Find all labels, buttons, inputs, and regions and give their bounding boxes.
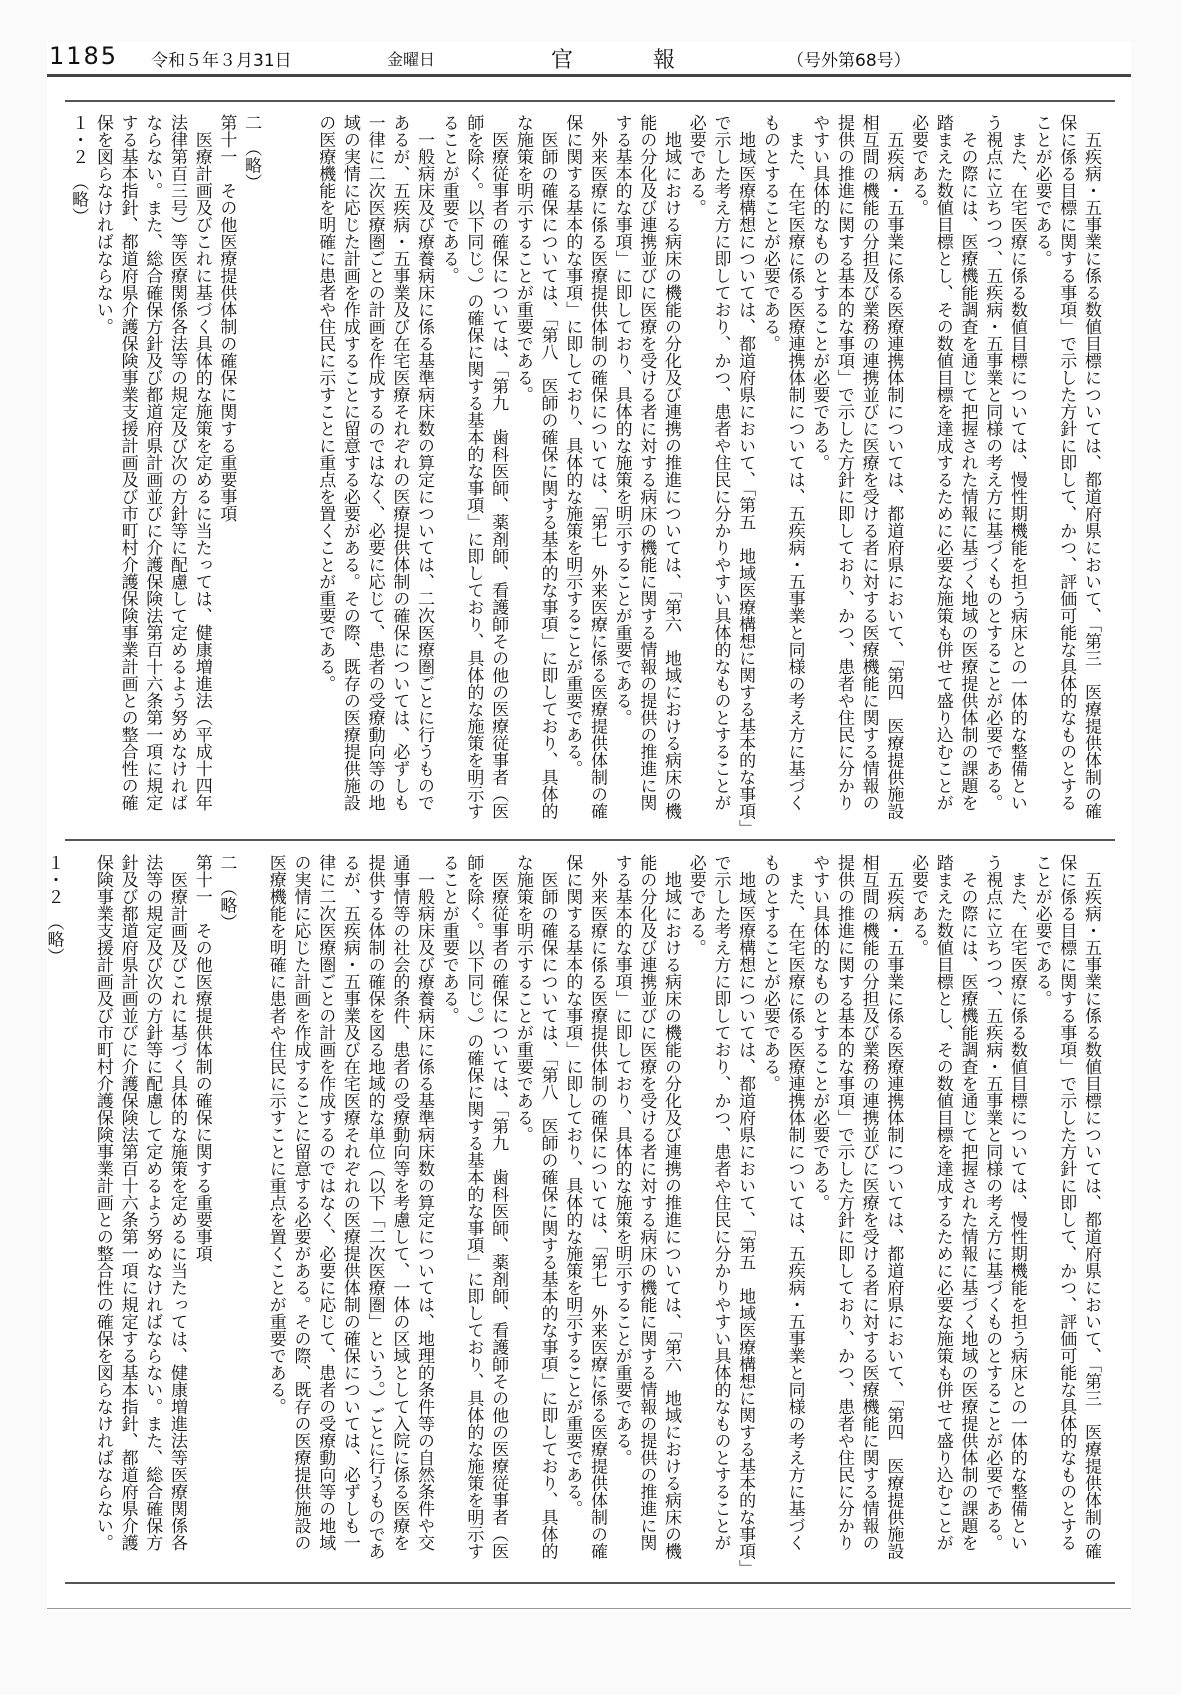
text-column: 地域医療構想については、都道府県において、「第五 地域医療構想に関する基本的な事項」	[735, 854, 756, 1577]
lower-columns	[41, 854, 1103, 1577]
text-column: るが、五疾病・五事業及び在宅医療それぞれの医療提供体制の確保については、必ずしも一	[339, 854, 360, 1551]
text-column: 師を除く。以下同じ。）の確保に関する基本的な事項」に即しており、具体的な施策を明示す	[463, 114, 484, 820]
header-rule	[47, 74, 1131, 77]
text-column: 保に係る目標に関する事項」で示した方針に即して、かつ、評価可能な具体的なものとする	[1056, 854, 1077, 1551]
text-column: 提供の推進に関する基本的な事項」で示した方針に即しており、かつ、患者や住民に分かり	[833, 854, 854, 1551]
text-column: また、在宅医療に係る数値目標については、慢性期機能を担う病床との一体的な整備とい	[1006, 854, 1027, 1551]
text-column: 五疾病・五事業に係る数値目標については、都道府県において、「第三 医療提供体制の確	[1081, 114, 1101, 820]
text-column: ものとすることが必要である。	[759, 854, 780, 1092]
text-column: する基本的な事項」に即しており、具体的な施策を明示することが重要である。	[611, 114, 632, 726]
text-column: 法律第百三号）等医療関係各法等の規定及び次の方針等に配慮して定めるよう努めなければ	[166, 114, 187, 811]
text-column: ることが重要である。	[438, 114, 459, 284]
text-column: また、在宅医療に係る数値目標については、慢性期機能を担う病床との一体的な整備とい	[1006, 114, 1027, 811]
page-header	[47, 42, 1131, 74]
text-column: 能の分化及び連携並びに医療を受ける者に対する病床の機能に関する情報の提供の推進に関	[636, 114, 657, 811]
text-column: 医師の確保については、「第八 医師の確保に関する基本的な事項」に即しており、具体的	[537, 854, 558, 1560]
text-column: 踏まえた数値目標とし、その数値目標を達成するために必要な施策も併せて盛り込むことが	[932, 854, 953, 1551]
page-edge	[47, 1608, 1131, 1609]
text-column: 必要である。	[908, 854, 929, 956]
text-column: 外来医療に係る医療提供体制の確保については、「第七 外来医療に係る医療提供体制の確	[586, 854, 607, 1560]
text-column: 医療従事者の確保については、「第九 歯科医師、薬剤師、看護師その他の医療従事者（医	[488, 114, 509, 820]
text-column: 地域における病床の機能の分化及び連携の推進については、「第六 地域における病床の機	[661, 854, 682, 1560]
text-column: ことが必要である。	[1031, 114, 1052, 267]
text-column: 踏まえた数値目標とし、その数値目標を達成するために必要な施策も併せて盛り込むことが	[932, 114, 953, 811]
text-column: また、在宅医療に係る医療連携体制については、五疾病・五事業と同様の考え方に基づく	[784, 854, 805, 1551]
text-column: 医師の確保については、「第八 医師の確保に関する基本的な事項」に即しており、具体的	[537, 114, 558, 820]
text-column: 五疾病・五事業に係る医療連携体制については、都道府県において、「第四 医療提供施設	[883, 114, 904, 820]
text-column: 医療計画及びこれに基づく具体的な施策を定めるに当たっては、健康増進法（平成十四年	[191, 114, 212, 811]
text-column: する基本的な事項」に即しており、具体的な施策を明示することが重要である。	[611, 854, 632, 1466]
text-column: ことが必要である。	[1031, 854, 1052, 1007]
text-column: 律に二次医療圏ごとの計画を作成するのではなく、必要に応じて、患者の受療動向等の地域	[315, 854, 336, 1551]
text-column: 必要である。	[908, 114, 929, 216]
issue-date: 令和５年３月31日	[151, 51, 292, 71]
issue-number: （号外第68号）	[787, 51, 911, 71]
upper-text-block	[65, 114, 1115, 837]
text-column: で示した考え方に即しており、かつ、患者や住民に分かりやすい具体的なものとすることが	[710, 114, 731, 811]
text-column: 提供の推進に関する基本的な事項」で示した方針に即しており、かつ、患者や住民に分かり	[833, 114, 854, 811]
text-column: 保に係る目標に関する事項」で示した方針に即して、かつ、評価可能な具体的なものとする	[1056, 114, 1077, 811]
text-column: やすい具体的なものとすることが必要である。	[809, 854, 830, 1211]
text-column: 域の実情に応じた計画を作成することに留意する必要がある。その際、既存の医療提供施設	[339, 114, 360, 811]
text-column: その際には、医療機能調査を通じて把握された情報に基づく地域の医療提供体制の課題を	[957, 114, 978, 811]
text-column: １・２ （略）	[68, 114, 89, 225]
text-column: 保険事業支援計画及び市町村介護保険事業計画との整合性の確保を図らなければならない。	[92, 854, 113, 1551]
text-column: １・２ （略）	[43, 854, 64, 965]
text-column: な施策を明示することが重要である。	[512, 114, 533, 403]
text-column: な施策を明示することが重要である。	[512, 854, 533, 1143]
text-column: 針及び都道府県計画並びに介護保険法第百十六条第一項に規定する基本指針、都道府県介護	[117, 854, 138, 1551]
text-column	[238, 854, 263, 1554]
text-column: 保を図らなければならない。	[92, 114, 113, 335]
text-column: 地域医療構想については、都道府県において、「第五 地域医療構想に関する基本的な事項」	[735, 114, 756, 837]
text-column: また、在宅医療に係る医療連携体制については、五疾病・五事業と同様の考え方に基づく	[784, 114, 805, 811]
lower-text-block	[43, 854, 1115, 1584]
text-column: 一般病床及び療養病床に係る基準病床数の算定については、地理的条件等の自然条件や交	[414, 854, 435, 1551]
text-column: ならない。また、総合確保方針及び都道府県計画並びに介護保険法第百十六条第一項に規定	[142, 114, 163, 811]
text-column: 五疾病・五事業に係る医療連携体制については、都道府県において、「第四 医療提供施設	[883, 854, 904, 1560]
text-column: 五疾病・五事業に係る数値目標については、都道府県において、「第三 医療提供体制の確	[1081, 854, 1101, 1560]
page-number: 1185	[49, 42, 119, 70]
text-column: 外来医療に係る医療提供体制の確保については、「第七 外来医療に係る医療提供体制の確	[586, 114, 607, 820]
upper-columns	[65, 114, 1103, 837]
text-column: 医療機能を明確に患者や住民に示すことに重点を置くことが重要である。	[265, 854, 286, 1415]
text-column: 相互間の機能の分担及び業務の連携並びに医療を受ける者に対する医療機能に関する情報の	[858, 114, 879, 811]
text-column: う視点に立ちつつ、五疾病・五事業と同様の考え方に基づくものとすることが必要である。	[982, 854, 1003, 1551]
text-column: 二 （略）	[216, 854, 237, 931]
text-column: 一般病床及び療養病床に係る基準病床数の算定については、二次医療圏ごとに行うもので	[414, 114, 435, 811]
text-column: ることが重要である。	[438, 854, 459, 1024]
text-column: 地域における病床の機能の分化及び連携の推進については、「第六 地域における病床の機	[661, 114, 682, 820]
text-column: 保に関する基本的な事項」に即しており、具体的な施策を明示することが重要である。	[562, 114, 583, 777]
text-column: あるが、五疾病・五事業及び在宅医療それぞれの医療提供体制の確保については、必ずしも	[389, 114, 410, 811]
text-column: 医療従事者の確保については、「第九 歯科医師、薬剤師、看護師その他の医療従事者（医	[488, 854, 509, 1560]
text-column: 第十一 その他医療提供体制の確保に関する重要事項	[216, 114, 237, 522]
text-column: 第十一 その他医療提供体制の確保に関する重要事項	[191, 854, 212, 1262]
text-column: 保に関する基本的な事項」に即しており、具体的な施策を明示することが重要である。	[562, 854, 583, 1517]
text-column: の医療機能を明確に患者や住民に示すことに重点を置くことが重要である。	[315, 114, 336, 692]
text-column: する基本指針、都道府県介護保険事業支援計画及び市町村介護保険事業計画との整合性の確	[117, 114, 138, 811]
text-column: 必要である。	[685, 854, 706, 956]
text-column: 師を除く。以下同じ。）の確保に関する基本的な事項」に即しており、具体的な施策を明示す	[463, 854, 484, 1560]
text-column: う視点に立ちつつ、五疾病・五事業と同様の考え方に基づくものとすることが必要である。	[982, 114, 1003, 811]
text-column: 通事情等の社会的条件、患者の受療動向等を考慮して、一体の区域として入院に係る医療を	[389, 854, 410, 1551]
text-column	[65, 854, 90, 1554]
page-bottom-rule	[65, 1582, 1115, 1584]
text-column	[288, 114, 313, 814]
text-column: 医療計画及びこれに基づく具体的な施策を定めるに当たっては、健康増進法等医療関係各	[166, 854, 187, 1551]
weekday: 金曜日	[387, 50, 436, 69]
text-column: ものとすることが必要である。	[759, 114, 780, 352]
upper-block-top-rule	[65, 100, 1115, 102]
text-column: 一律に二次医療圏ごとの計画を作成するのではなく、必要に応じて、患者の受療動向等の地	[364, 114, 385, 811]
block-divider-rule	[65, 839, 1115, 841]
text-column: その際には、医療機能調査を通じて把握された情報に基づく地域の医療提供体制の課題を	[957, 854, 978, 1551]
gazette-page	[43, 42, 1131, 1612]
text-column: 法等の規定及び次の方針等に配慮して定めるよう努めなければならない。また、総合確保方	[142, 854, 163, 1551]
text-column: 提供する体制の確保を図る地域的な単位（以下「二次医療圏」という。）ごとに行うものであ	[364, 854, 385, 1560]
text-column: 相互間の機能の分担及び業務の連携並びに医療を受ける者に対する医療機能に関する情報の	[858, 854, 879, 1551]
text-column: 能の分化及び連携並びに医療を受ける者に対する病床の機能に関する情報の提供の推進に関	[636, 854, 657, 1551]
text-column: で示した考え方に即しており、かつ、患者や住民に分かりやすい具体的なものとすることが	[710, 854, 731, 1551]
text-column: 二 （略）	[241, 114, 262, 191]
text-column	[263, 114, 288, 814]
text-column: の実情に応じた計画を作成することに留意する必要がある。その際、既存の医療提供施設の	[290, 854, 311, 1551]
gazette-title-po: 報	[653, 48, 676, 73]
gazette-title-kan: 官	[551, 48, 574, 73]
text-column: 必要である。	[685, 114, 706, 216]
text-column: やすい具体的なものとすることが必要である。	[809, 114, 830, 471]
